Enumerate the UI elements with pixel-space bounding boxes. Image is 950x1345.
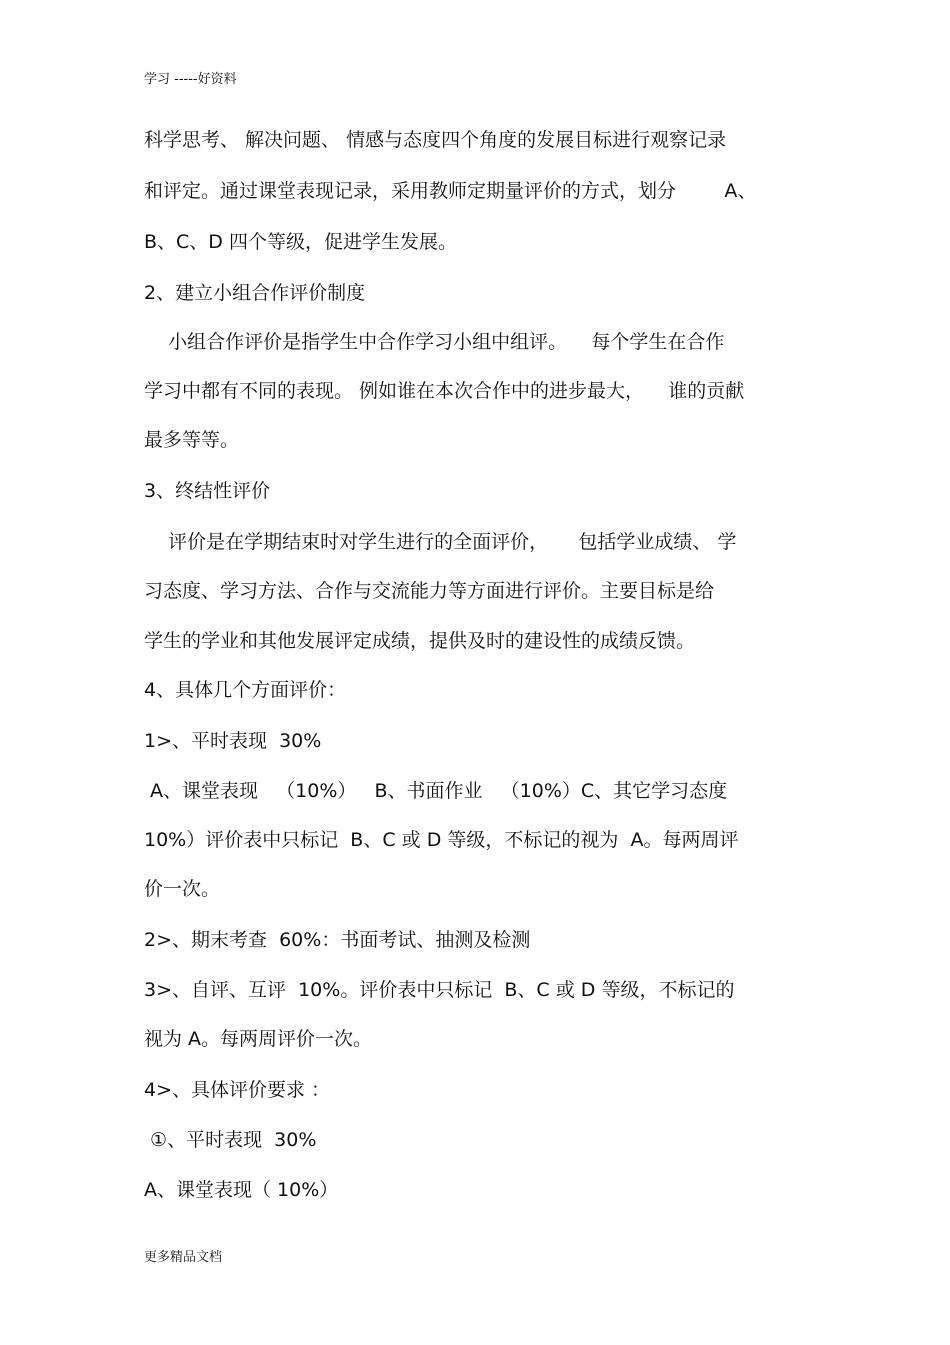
paragraph-line: B、C、D 四个等级，促进学生发展。 xyxy=(144,231,457,253)
paragraph-line: A、课堂表现 （10%） B、书面作业 （10%）C、其它学习态度 xyxy=(144,780,728,802)
list-item: 2>、期末考查 60%：书面考试、抽测及检测 xyxy=(144,929,531,951)
page-header: 学习 -----好资料 xyxy=(144,72,237,87)
list-item: 3>、自评、互评 10%。评价表中只标记 B、C 或 D 等级，不标记的 xyxy=(144,979,735,1001)
list-item: ①、平时表现 30% xyxy=(144,1129,317,1151)
paragraph-line: A、课堂表现（ 10%） xyxy=(144,1179,339,1201)
paragraph-line: 学习中都有不同的表现。 例如谁在本次合作中的进步最大， 谁的贡献 xyxy=(144,380,745,402)
list-item: 1>、平时表现 30% xyxy=(144,730,322,752)
paragraph-line: 最多等等。 xyxy=(144,429,240,451)
paragraph-line: 学生的学业和其他发展评定成绩，提供及时的建设性的成绩反馈。 xyxy=(144,630,696,652)
paragraph-line: 小组合作评价是指学生中合作学习小组中组评。 每个学生在合作 xyxy=(144,331,725,353)
section-heading: 4、具体几个方面评价： xyxy=(144,679,347,701)
paragraph-line: 视为 A。每两周评价一次。 xyxy=(144,1028,373,1050)
section-heading: 3、终结性评价 xyxy=(144,480,271,502)
section-heading: 2、建立小组合作评价制度 xyxy=(144,282,366,304)
paragraph-line: 10%）评价表中只标记 B、C 或 D 等级，不标记的视为 A。每两周评 xyxy=(144,829,739,851)
paragraph-line: 科学思考、 解决问题、 情感与态度四个角度的发展目标进行观察记录 xyxy=(144,129,727,151)
list-item: 4>、具体评价要求 ： xyxy=(144,1079,331,1101)
paragraph-line: 和评定。通过课堂表现记录，采用教师定期量评价的方式，划分 A、 xyxy=(144,180,757,202)
paragraph-line: 价一次。 xyxy=(144,878,221,900)
page-footer: 更多精品文档 xyxy=(144,1250,223,1265)
paragraph-line: 评价是在学期结束时对学生进行的全面评价， 包括学业成绩、 学 xyxy=(144,531,737,553)
paragraph-line: 习态度、学习方法、合作与交流能力等方面进行评价。主要目标是给 xyxy=(144,580,715,602)
